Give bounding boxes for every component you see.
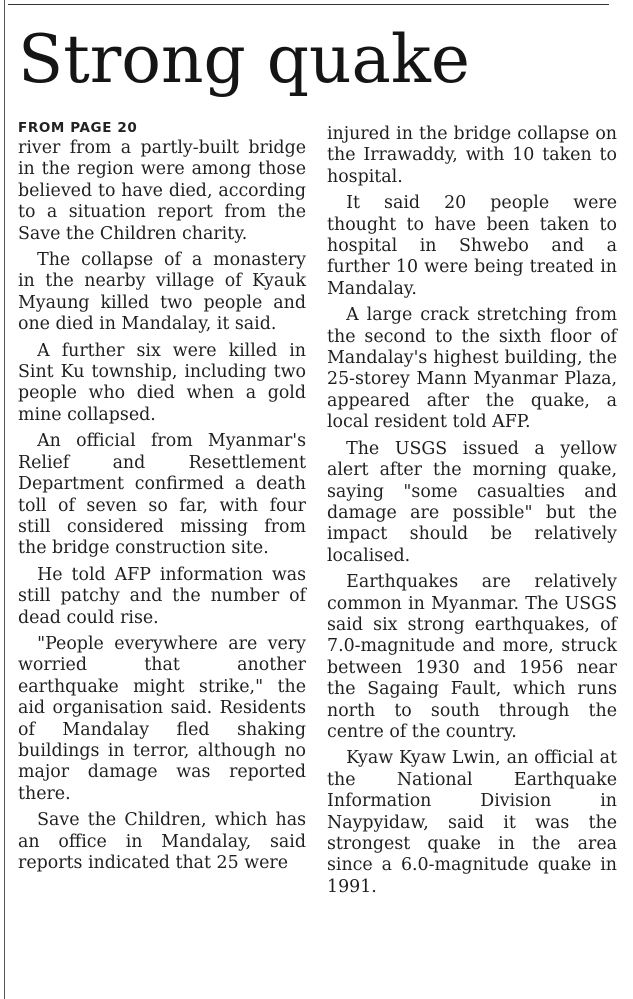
paragraph: An official from Myanmar's Relief and Resettlement Department confirmed a death toll of seven so far, with four still considered missing from the bridge construction site. (18, 431, 306, 559)
top-rule (8, 4, 609, 5)
left-column (18, 118, 306, 879)
paragraph: The USGS issued a yellow alert after the morning quake, saying "some casualties and damage are possible" but the impact should be relatively localised. (327, 438, 617, 566)
kicker: FROM PAGE 20 (18, 120, 138, 136)
paragraph: The collapse of a monastery in the nearby village of Kyauk Myaung killed two people and one died in Mandalay, it said. (18, 250, 306, 335)
paragraph: A further six were killed in Sint Ku township, including two people who died when a gold mine collapsed. (18, 340, 306, 425)
paragraph: He told AFP information was still patchy and the number of dead could rise. (18, 564, 306, 628)
paragraph: It said 20 people were thought to have been taken to hospital in Shwebo and a further 10 were being treated in Mandalay. (327, 193, 617, 299)
paragraph: Save the Children, which has an office in Mandalay, said reports indicated that 25 were (18, 810, 306, 873)
left-column-rule (4, 0, 5, 999)
paragraph: "People everywhere are very worried that another earthquake might strike," the aid organisation said. Residents of Mandalay fled shaking buildings in terror, although no major damage was reported there. (18, 633, 306, 804)
paragraph: injured in the bridge collapse on the Irrawaddy, with 10 taken to hospital. (327, 124, 617, 187)
paragraph: Earthquakes are relatively common in Myanmar. The USGS said six strong earthquakes, of 7.0-magnitude and more, struck between 1930 and 1956 near the Sagaing Fault, which runs north to south through the centre of the country. (327, 572, 617, 742)
paragraph: A large crack stretching from the second to the sixth floor of Mandalay's highest building, the 25-storey Mann Myanmar Plaza, appeared after the quake, a local resident told AFP. (327, 305, 617, 433)
right-column (327, 124, 617, 903)
paragraph: river from a partly-built bridge in the region were among those believed to have died, according to a situation report from the Save the Children charity. (18, 138, 306, 244)
headline: Strong quake (18, 21, 470, 98)
paragraph: Kyaw Kyaw Lwin, an official at the National Earthquake Information Division in Naypyidaw, said it was the strongest quake in the area since a 6.0-magnitude quake in 1991. (327, 748, 617, 897)
